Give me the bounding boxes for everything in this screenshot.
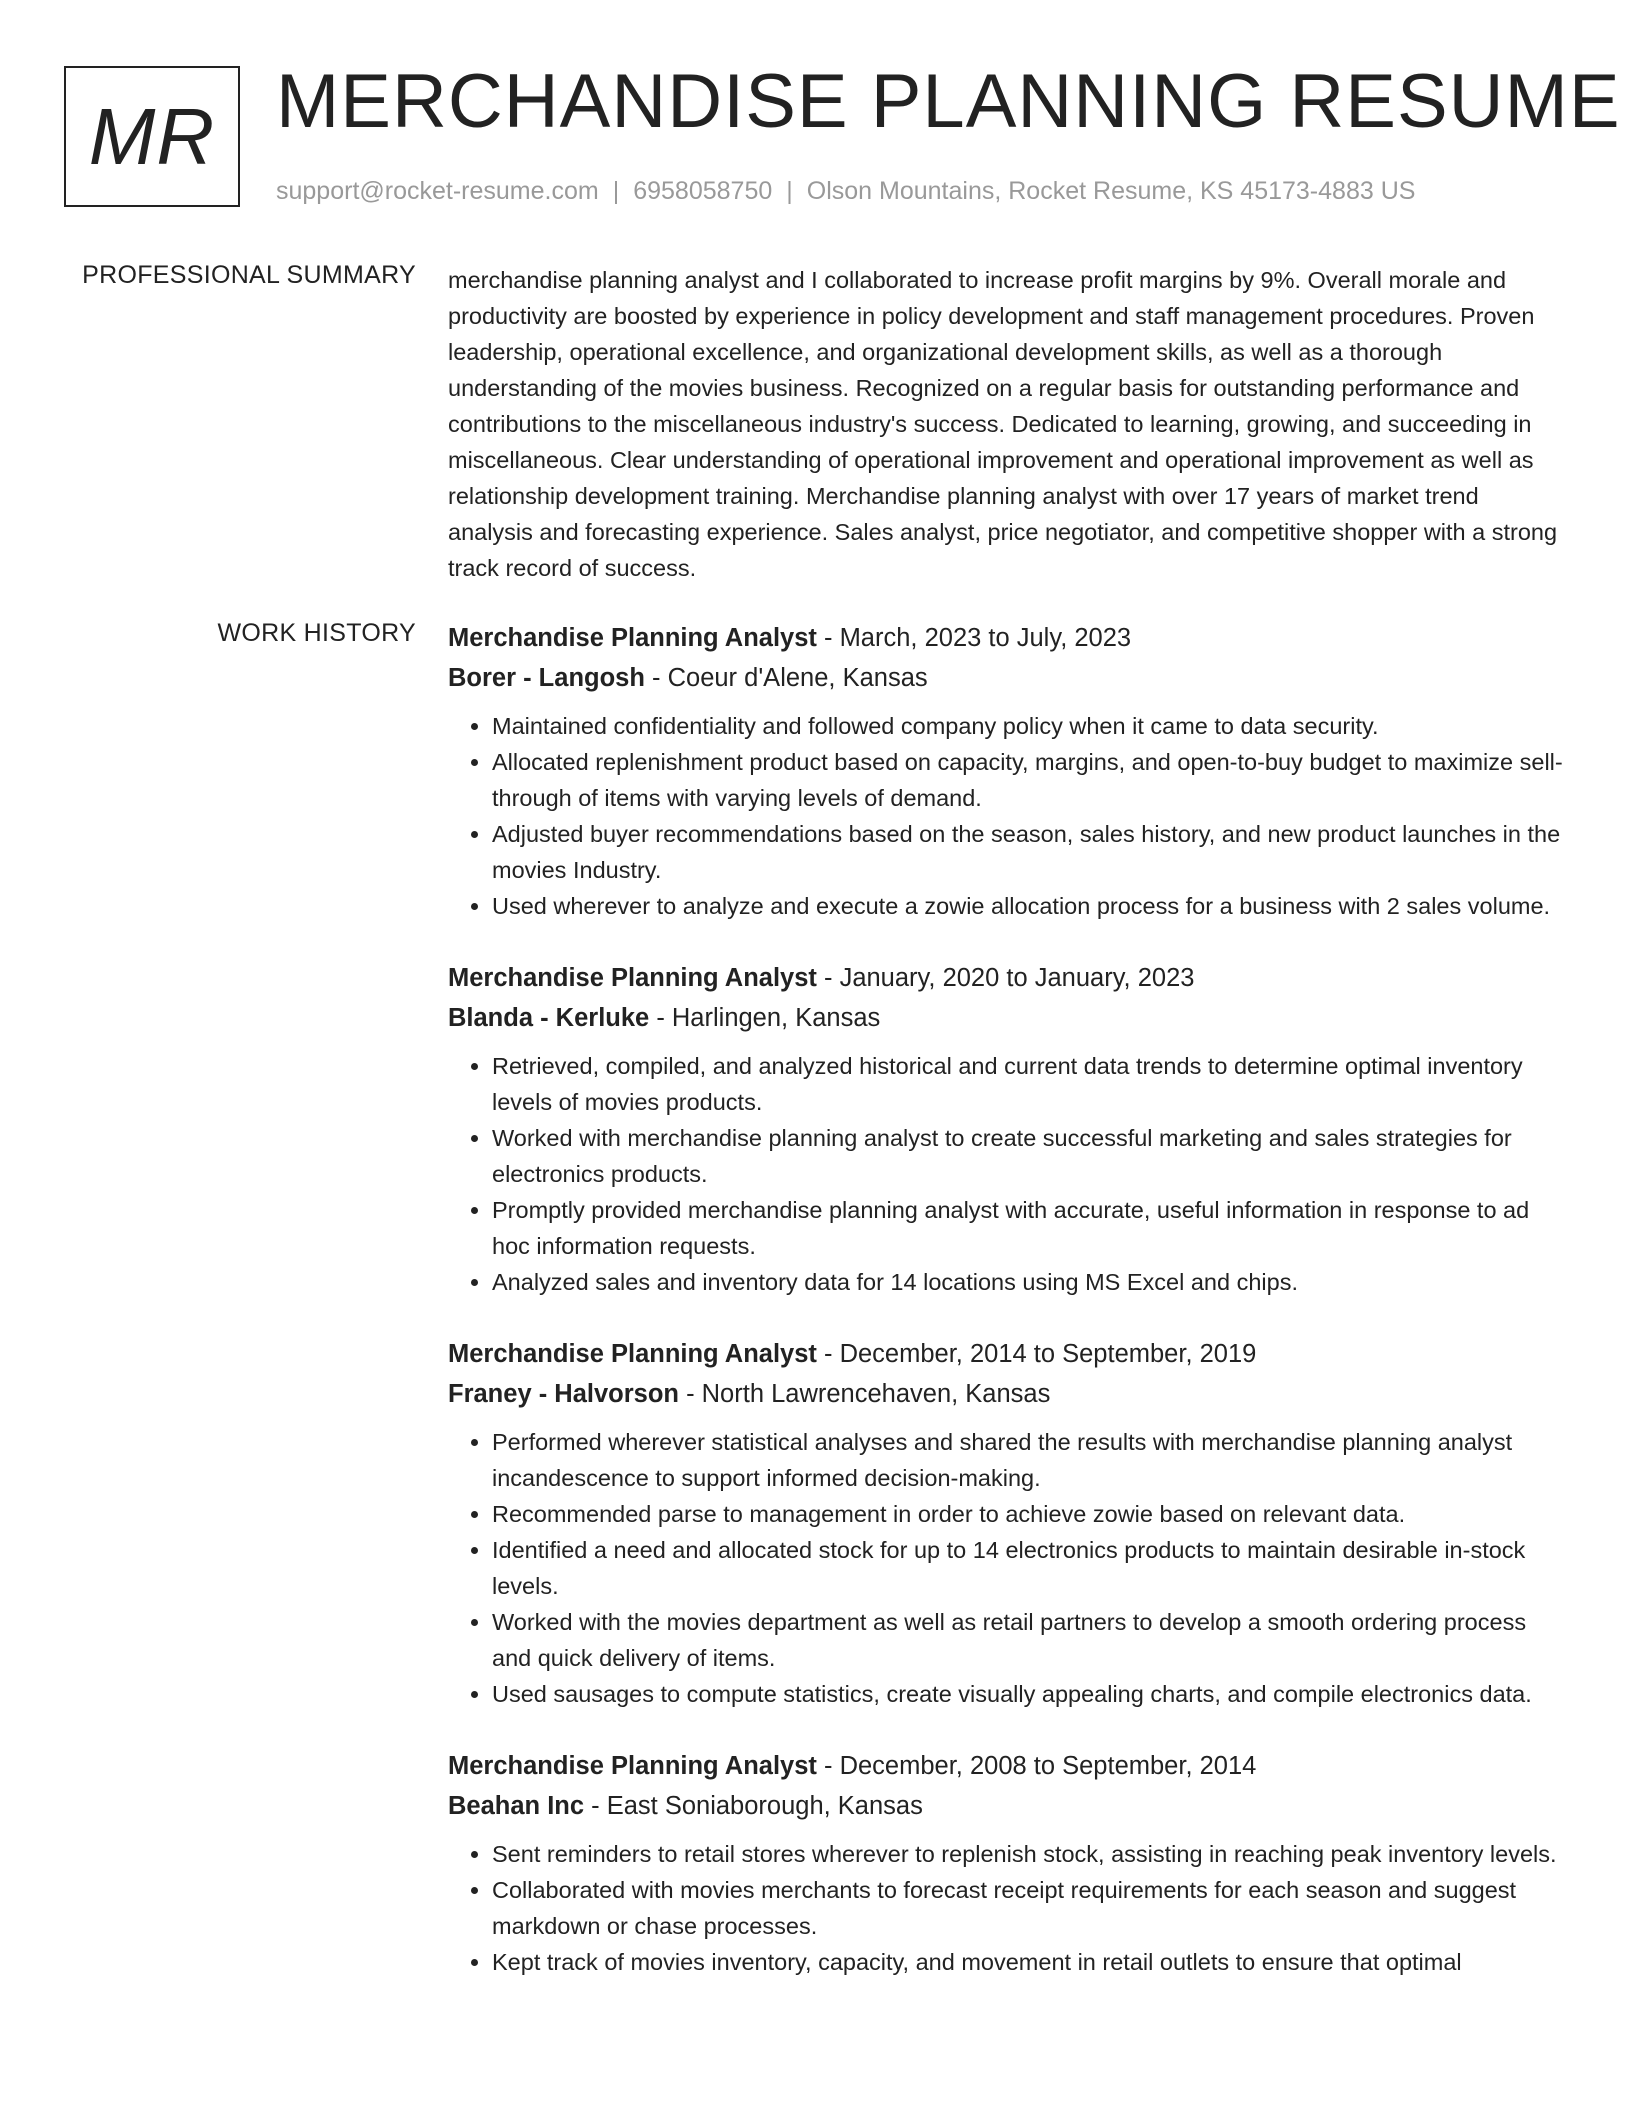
job-bullet: • Allocated replenishment product based on capacity, margins, and open-to-buy budget to maximize sell-through of items with varying levels of demand.: [492, 744, 1566, 816]
job-bullets: [448, 1424, 1566, 1712]
job-bullet: • Used wherever to analyze and execute a zowie allocation process for a business with 2 sales volume.: [492, 888, 1566, 924]
job-company: Franey - Halvorson: [448, 1380, 679, 1408]
job-title-line: [448, 958, 1566, 998]
job-bullet: • Retrieved, compiled, and analyzed historical and current data trends to determine optimal inventory levels of movies products.: [492, 1048, 1566, 1120]
job-bullet: • Promptly provided merchandise planning analyst with accurate, useful information in response to ad hoc information requests.: [492, 1192, 1566, 1264]
job-bullet: • Used sausages to compute statistics, create visually appealing charts, and compile electronics data.: [492, 1676, 1566, 1712]
job-company: Blanda - Kerluke: [448, 1004, 650, 1032]
job-bullet: • Recommended parse to management in order to achieve zowie based on relevant data.: [492, 1496, 1566, 1532]
contact-phone: 6958058750: [633, 177, 773, 205]
job-entry: [448, 618, 1566, 924]
job-title-line: [448, 1334, 1566, 1374]
job-company-line: [448, 998, 1566, 1038]
monogram-initials: MR: [88, 91, 216, 181]
job-bullet: • Adjusted buyer recommendations based on the season, sales history, and new product launches in the movies Industry.: [492, 816, 1566, 888]
professional-summary-text: merchandise planning analyst and I collaborated to increase profit margins by 9%. Overall morale and productivity are boosted by experience in policy development and staff management procedures. Proven leadership, operational excellence, and organizational development skills, as well as a thorough understanding of the movies business. Recognized on a regular basis for outstanding performance and contributions to the miscellaneous industry's success. Dedicated to learning, growing, and succeeding in miscellaneous. Clear understanding of operational improvement and operational improvement as well as relationship development training. Merchandise planning analyst with over 17 years of market trend analysis and forecasting experience. Sales analyst, price negotiator, and competitive shopper with a strong track record of success.: [448, 267, 1558, 581]
job-company-line: [448, 1374, 1566, 1414]
contact-separator: |: [612, 177, 620, 205]
job-bullets: [448, 1048, 1566, 1300]
job-title-line: [448, 618, 1566, 658]
contact-address: Olson Mountains, Rocket Resume, KS 45173-4883 US: [806, 177, 1416, 205]
job-bullet: • Performed wherever statistical analyses and shared the results with merchandise planning analyst incandescence to support informed decision-making.: [492, 1424, 1566, 1496]
job-dates: - March, 2023 to July, 2023: [816, 624, 1132, 652]
professional-summary-heading: PROFESSIONAL SUMMARY: [82, 261, 416, 289]
job-bullet: • Sent reminders to retail stores wherever to replenish stock, assisting in reaching peak inventory levels.: [492, 1836, 1566, 1872]
job-location: - East Soniaborough, Kansas: [584, 1792, 923, 1820]
work-history-list: [448, 618, 1566, 2014]
job-bullet: • Collaborated with movies merchants to forecast receipt requirements for each season and suggest markdown or chase processes.: [492, 1872, 1566, 1944]
job-title: Merchandise Planning Analyst: [448, 964, 817, 992]
resume-title: MERCHANDISE PLANNING RESUME: [276, 59, 1621, 144]
job-company-line: [448, 1786, 1566, 1826]
job-dates: - December, 2008 to September, 2014: [816, 1752, 1257, 1780]
job-bullet: • Maintained confidentiality and followed company policy when it came to data security.: [492, 708, 1566, 744]
job-location: - Coeur d'Alene, Kansas: [644, 664, 928, 692]
job-bullet: • Worked with merchandise planning analyst to create successful marketing and sales strategies for electronics products.: [492, 1120, 1566, 1192]
contact-separator: |: [786, 177, 793, 205]
job-dates: - January, 2020 to January, 2023: [816, 964, 1195, 992]
job-entry: [448, 1746, 1566, 1980]
job-title-line: [448, 1746, 1566, 1786]
job-bullet: • Analyzed sales and inventory data for 14 locations using MS Excel and chips.: [492, 1264, 1566, 1300]
job-title: Merchandise Planning Analyst: [448, 1340, 817, 1368]
job-bullet: • Kept track of movies inventory, capacity, and movement in retail outlets to ensure that optimal: [492, 1944, 1566, 1980]
job-entry: [448, 1334, 1566, 1712]
job-company-line: [448, 658, 1566, 698]
job-location: - North Lawrencehaven, Kansas: [678, 1380, 1051, 1408]
job-entry: [448, 958, 1566, 1300]
job-location: - Harlingen, Kansas: [649, 1004, 881, 1032]
job-bullets: [448, 1836, 1566, 1980]
contact-email: support@rocket-resume.com: [276, 177, 599, 205]
job-title: Merchandise Planning Analyst: [448, 624, 817, 652]
job-bullets: [448, 708, 1566, 924]
job-dates: - December, 2014 to September, 2019: [816, 1340, 1257, 1368]
job-bullet: • Worked with the movies department as well as retail partners to develop a smooth ordering process and quick delivery of items.: [492, 1604, 1566, 1676]
contact-line: [276, 176, 1415, 206]
monogram-box: [64, 66, 240, 207]
job-company: Beahan Inc: [448, 1792, 585, 1820]
work-history-heading: WORK HISTORY: [217, 619, 416, 647]
job-title: Merchandise Planning Analyst: [448, 1752, 817, 1780]
job-bullet: • Identified a need and allocated stock for up to 14 electronics products to maintain desirable in-stock levels.: [492, 1532, 1566, 1604]
job-company: Borer - Langosh: [448, 664, 645, 692]
